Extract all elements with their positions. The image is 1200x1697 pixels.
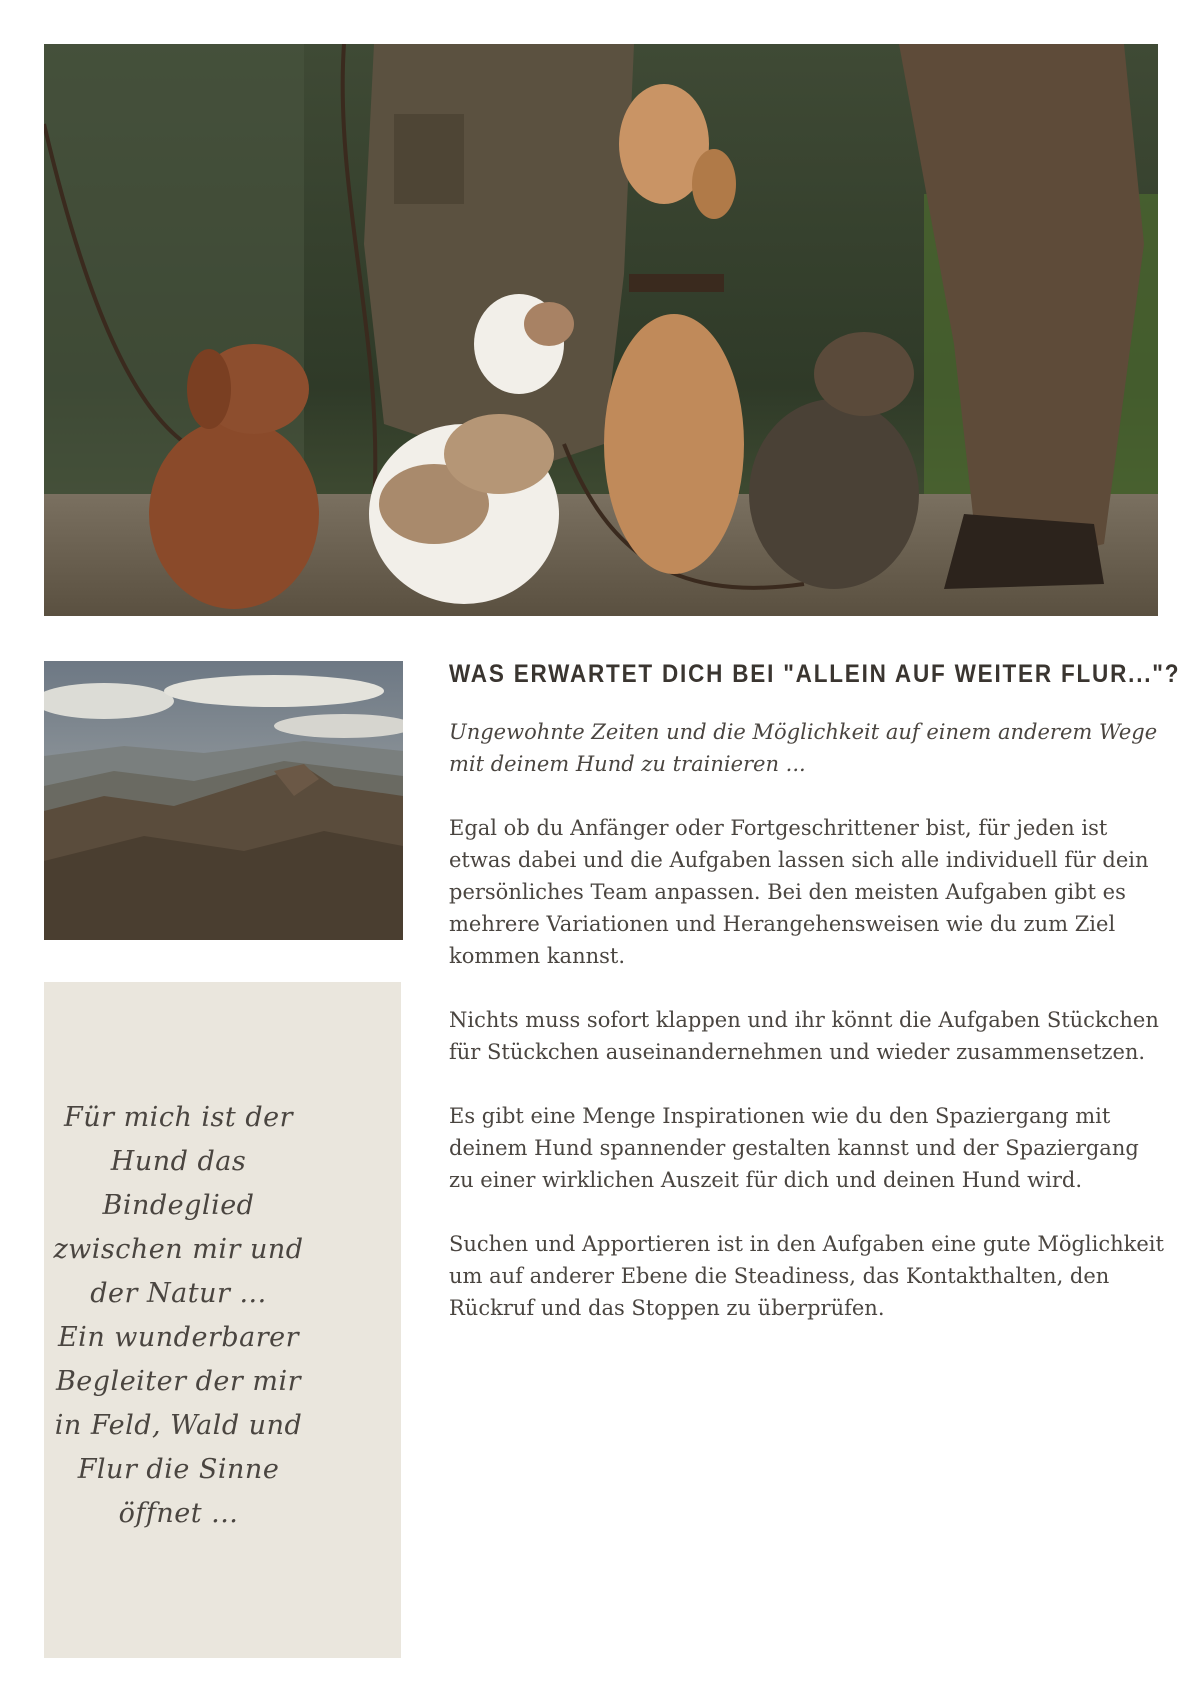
mountain-photo [44,661,403,940]
quote-line: Flur die Sinne [77,1454,280,1485]
quote-line: Ein wunderbarer [57,1322,300,1353]
quote-line: der Natur ... [90,1278,267,1309]
quote-line: öffnet ... [118,1498,239,1529]
mountain-illustration [44,661,403,940]
dogs-forest-illustration [44,44,1158,616]
body-paragraph: Nichts muss sofort klappen und ihr könnt die Aufgaben Stückchen für Stückchen auseinandernehmen und wieder zusammensetzen. [449,1008,1159,1064]
body-paragraph: Suchen und Apportieren ist in den Aufgaben eine gute Möglichkeit um auf anderer Ebene die Steadiness, das Kontakthalten, den Rückruf und das Stoppen zu überprüfen. [449,1232,1164,1320]
quote-line: zwischen mir und [53,1234,304,1265]
body-paragraph: Egal ob du Anfänger oder Fortgeschrittener bist, für jeden ist etwas dabei und die Aufgaben lassen sich alle individuell für dein persönliches Team anpassen. Bei den meisten Aufgaben gibt es mehrere Variationen und Herangehensweisen wie du zum Ziel kommen kannst. [449,816,1149,968]
quote-line: Bindeglied [102,1190,255,1221]
quote-text [0,1096,357,1536]
body-paragraph: Es gibt eine Menge Inspirationen wie du den Spaziergang mit deinem Hund spannender gestalten kannst und der Spaziergang zu einer wirklichen Auszeit für dich und deinen Hund wird. [449,1104,1139,1192]
quote-line: Für mich ist der [63,1102,294,1133]
quote-line: in Feld, Wald und [54,1410,303,1441]
quote-line: Hund das [110,1146,247,1177]
intro-paragraph: Ungewohnte Zeiten und die Möglichkeit auf einem anderem Wege mit deinem Hund zu trainieren ... [449,720,1158,776]
section-body [449,716,1169,1356]
hero-photo [44,44,1158,616]
section-heading: WAS ERWARTET DICH BEI "ALLEIN AUF WEITER FLUR..."? [449,660,1181,688]
quote-line: Begleiter der mir [55,1366,302,1397]
